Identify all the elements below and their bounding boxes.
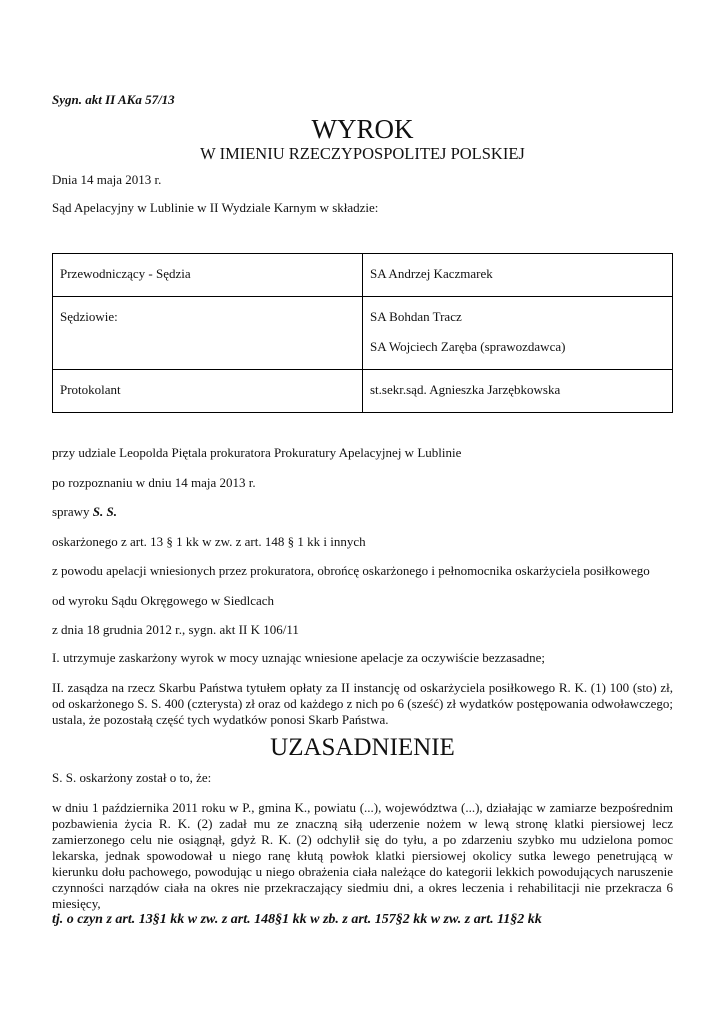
defendant-name: S. S.: [92, 504, 118, 519]
case-of: sprawy S. S.: [52, 504, 118, 519]
judgment-date: Dnia 14 maja 2013 r.: [52, 172, 162, 187]
justification-intro: S. S. oskarżony został o to, że:: [52, 770, 212, 785]
hearing-date: po rozpoznaniu w dniu 14 maja 2013 r.: [52, 475, 256, 490]
justification-title: UZASADNIENIE: [270, 734, 455, 761]
panel-names: st.sekr.sąd. Agnieszka Jarzębkowska: [363, 370, 673, 413]
panel-table: [52, 253, 673, 413]
panel-role: Protokolant: [53, 370, 363, 413]
ruling-point-1: I. utrzymuje zaskarżony wyrok w mocy uznając wniesione apelacje za oczywiście bezzasadne;: [52, 650, 546, 665]
case-reference: Sygn. akt II AKa 57/13: [52, 92, 175, 107]
ruling-point-2: II. zasądza na rzecz Skarbu Państwa tytułem opłaty za II instancję od oskarżyciela posiłkowego R. K. (1) 100 (sto) zł, od oskarżonego S. S. 400 (czterysta) zł oraz od każdego z nich po 6 (sześć) zł wydatków postępowania odwoławczego; ustala, że pozostałą część tych wydatków ponosi Skarb Państwa.: [52, 680, 673, 727]
judgment-subtitle: W IMIENIU RZECZYPOSPOLITEJ POLSKIEJ: [200, 144, 525, 163]
panel-role: Sędziowie:: [53, 297, 363, 370]
court-composition: Sąd Apelacyjny w Lublinie w II Wydziale Karnym w składzie:: [52, 200, 379, 215]
panel-role: Przewodniczący - Sędzia: [53, 254, 363, 297]
panel-row-chair: [53, 254, 673, 297]
lower-court: od wyroku Sądu Okręgowego w Siedlcach: [52, 593, 275, 608]
legal-qualification: tj. o czyn z art. 13§1 kk w zw. z art. 148§1 kk w zb. z art. 157§2 kk w zw. z art. 11§2 kk: [52, 912, 542, 927]
panel-names: SA Bohdan Tracz SA Wojciech Zaręba (sprawozdawca): [363, 297, 673, 370]
judgment-title: WYROK: [311, 114, 414, 144]
panel-names: SA Andrzej Kaczmarek: [363, 254, 673, 297]
panel-row-clerk: [53, 370, 673, 413]
charges: oskarżonego z art. 13 § 1 kk w zw. z art. 148 § 1 kk i innych: [52, 534, 366, 549]
prosecutor-participation: przy udziale Leopolda Piętala prokuratora Prokuratury Apelacyjnej w Lublinie: [52, 445, 462, 460]
lower-court-judgment-date: z dnia 18 grudnia 2012 r., sygn. akt II K 106/11: [52, 622, 299, 637]
panel-row-judges: [53, 297, 673, 370]
justification-body: w dniu 1 października 2011 roku w P., gmina K., powiatu (...), województwa (...), działając w zamiarze bezpośrednim pozbawienia życia R. K. (2) zadał mu ze znaczną siłą uderzenie nożem w lewą stronę klatki piersiowej lecz zamierzonego celu nie osiągnął, gdyż R. K. (2) odchylił się do tyłu, a po zdarzeniu szybko mu udzielona pomoc lekarska, jednak spowodował u niego ranę kłutą powłok klatki piersiowej okolicy sutka lewego penetrującą w kierunku dołu pachowego, powodując u niego obrażenia ciała należące do kategorii lekkich powodujących naruszenie czynności narządów ciała na okres nie przekraczający siedmiu dni, a okres leczenia i rehabilitacji nie przekracza 6 miesięcy,: [52, 800, 673, 911]
appeal-grounds: z powodu apelacji wniesionych przez prokuratora, obrońcę oskarżonego i pełnomocnika oskarżyciela posiłkowego: [52, 563, 650, 578]
